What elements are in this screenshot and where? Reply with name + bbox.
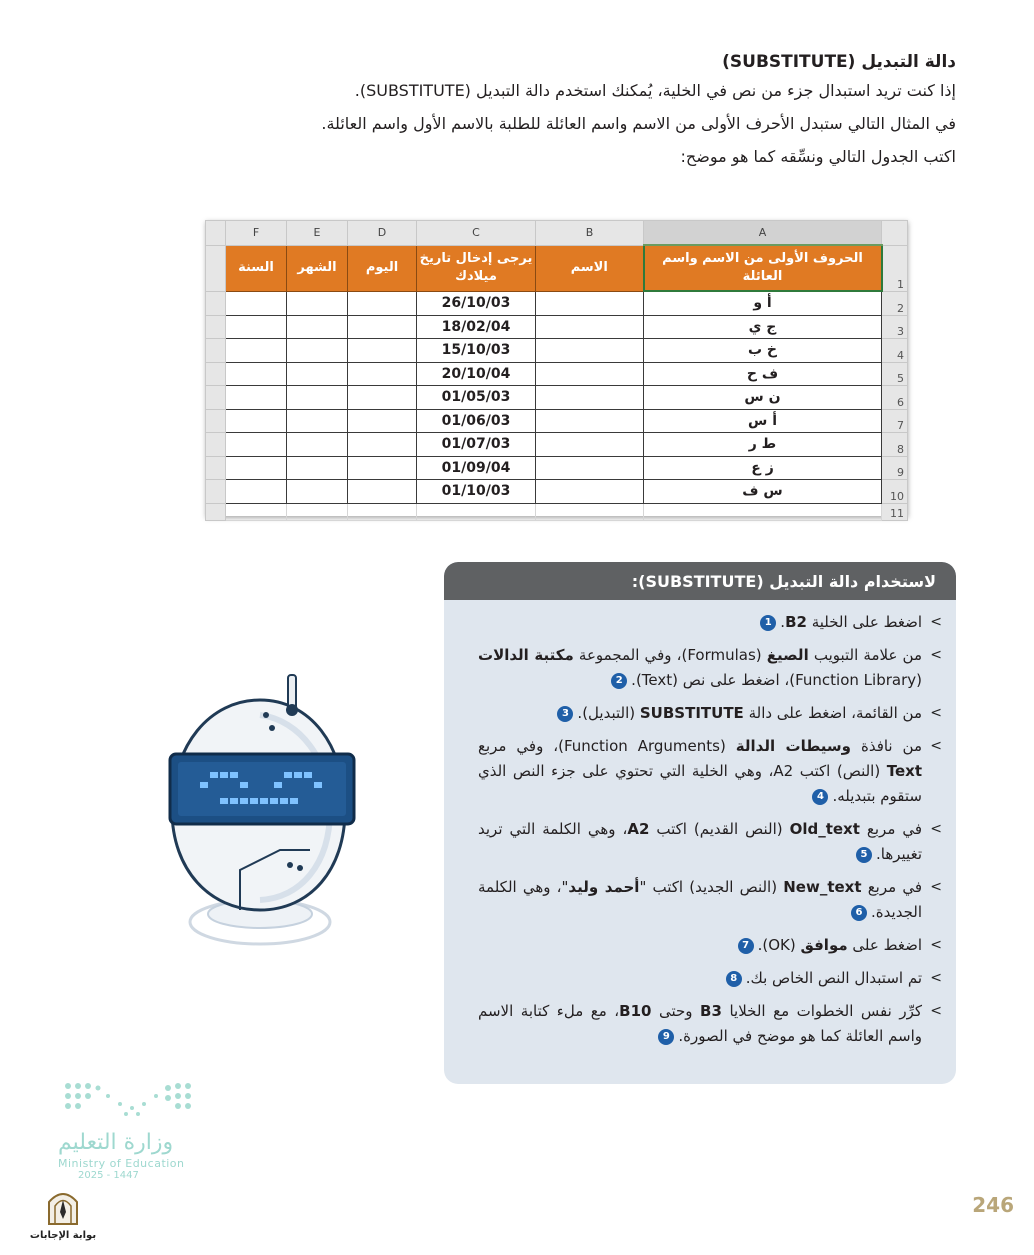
step-text: New_text	[783, 878, 862, 896]
steps-heading: لاستخدام دالة التبديل (SUBSTITUTE):	[444, 562, 956, 600]
empty-cell	[348, 503, 417, 520]
step-item	[478, 966, 922, 991]
step-text: من نافذة	[851, 737, 923, 755]
step-item	[478, 734, 922, 809]
cell-birthdate: 01/06/03	[417, 409, 536, 433]
table-row	[206, 480, 908, 504]
step-text: (النص الجديد) اكتب "	[639, 878, 784, 896]
row-number: 2	[882, 291, 908, 315]
row-number: 8	[882, 433, 908, 457]
step-text: (Function Library)، اضغط على نص (Text).	[631, 671, 922, 689]
cell-birthdate: 18/02/04	[417, 315, 536, 339]
step-text: ، وهي الكلمة التي تريد تغييرها.	[478, 820, 922, 863]
step-text: A2	[627, 820, 650, 838]
cell-name	[536, 362, 644, 386]
step-text: B3	[700, 1002, 722, 1020]
row-gutter	[206, 339, 226, 363]
step-text: الصيغ	[766, 646, 809, 664]
step-text: مكتبة الدالات	[478, 646, 574, 664]
step-item	[478, 817, 922, 867]
step-text: من القائمة، اضغط على دالة	[743, 704, 922, 722]
row-gutter	[206, 456, 226, 480]
table-row	[206, 291, 908, 315]
step-number-badge: 3	[557, 706, 573, 722]
cell-day	[348, 362, 417, 386]
step-text: وسيطات الدالة	[735, 737, 852, 755]
step-text: (Formulas)، وفي المجموعة	[573, 646, 767, 664]
row-gutter	[206, 480, 226, 504]
cell-month	[287, 480, 348, 504]
step-text: (التبديل).	[577, 704, 640, 722]
row-number: 4	[882, 339, 908, 363]
cell-day	[348, 291, 417, 315]
step-number-badge: 7	[738, 938, 754, 954]
cell-name	[536, 315, 644, 339]
sheet-corner	[206, 221, 226, 246]
cell-name	[536, 433, 644, 457]
step-text: وحتى	[651, 1002, 701, 1020]
dots-logo-icon	[60, 1078, 200, 1118]
ministry-logo	[58, 1078, 218, 1181]
step-text: اضغط على	[847, 936, 922, 954]
step-text: أحمد وليد	[568, 878, 640, 896]
cell-year	[226, 480, 287, 504]
cell-initials: ف ح	[644, 362, 882, 386]
step-number-badge: 6	[851, 905, 867, 921]
cell-year	[226, 362, 287, 386]
steps-panel	[444, 562, 956, 1084]
cell-day	[348, 315, 417, 339]
cell-year	[226, 409, 287, 433]
step-item	[478, 610, 922, 635]
column-header-a: A	[644, 221, 882, 246]
row-number: 11	[882, 503, 908, 520]
cell-day	[348, 456, 417, 480]
cell-name	[536, 456, 644, 480]
cell-birthdate: 01/05/03	[417, 386, 536, 410]
cell-initials: ج ي	[644, 315, 882, 339]
cell-birthdate: 01/09/04	[417, 456, 536, 480]
cell-name	[536, 386, 644, 410]
cell-year	[226, 386, 287, 410]
step-item	[478, 643, 922, 693]
cell-day	[348, 433, 417, 457]
cell-year	[226, 339, 287, 363]
cell-name	[536, 409, 644, 433]
row-gutter	[206, 362, 226, 386]
cell-initials: أ س	[644, 409, 882, 433]
header-year: السنة	[226, 245, 287, 291]
row-number: 7	[882, 409, 908, 433]
row-gutter	[206, 409, 226, 433]
cell-year	[226, 433, 287, 457]
step-text: ، مع ملء كتابة الاسم واسم العائلة كما هو موضح في الصورة.	[478, 1002, 922, 1045]
step-text: في مربع	[861, 878, 922, 896]
cell-month	[287, 291, 348, 315]
cell-year	[226, 291, 287, 315]
ministry-name-en: Ministry of Education	[58, 1157, 185, 1170]
column-header-c: C	[417, 221, 536, 246]
intro-paragraph-3: اكتب الجدول التالي ونسِّقه كما هو موضح:	[680, 147, 956, 166]
ministry-year: 2025 - 1447	[78, 1170, 139, 1181]
cell-initials: ط ر	[644, 433, 882, 457]
empty-cell	[417, 503, 536, 520]
step-text: موافق	[800, 936, 848, 954]
row-gutter	[206, 315, 226, 339]
step-text: (النص القديم) اكتب	[649, 820, 790, 838]
row-number: 10	[882, 480, 908, 504]
step-text: (OK).	[757, 936, 801, 954]
table-row	[206, 386, 908, 410]
column-header-e: E	[287, 221, 348, 246]
cell-year	[226, 456, 287, 480]
portal-label: بوابة الإجابات	[29, 1230, 97, 1241]
table-row	[206, 362, 908, 386]
step-number-badge: 5	[856, 847, 872, 863]
cell-month	[287, 315, 348, 339]
cell-initials: ز ع	[644, 456, 882, 480]
row-gutter	[206, 386, 226, 410]
portal-emblem-icon	[43, 1186, 83, 1226]
row-gutter	[206, 503, 226, 520]
step-item	[478, 701, 922, 726]
header-initials: الحروف الأولى من الاسم واسم العائلة	[644, 245, 882, 291]
header-month: الشهر	[287, 245, 348, 291]
table-row	[206, 456, 908, 480]
row-number: 3	[882, 315, 908, 339]
row-number: 6	[882, 386, 908, 410]
step-text: في مربع	[859, 820, 922, 838]
header-day: اليوم	[348, 245, 417, 291]
step-text: B10	[619, 1002, 652, 1020]
step-item	[478, 933, 922, 958]
cell-name	[536, 480, 644, 504]
cell-initials: س ف	[644, 480, 882, 504]
column-header-b: B	[536, 221, 644, 246]
step-text: (Function Arguments)، وفي مربع	[478, 737, 736, 755]
row-number: 9	[882, 456, 908, 480]
step-text: Text	[886, 762, 923, 780]
empty-cell	[226, 503, 287, 520]
empty-cell	[287, 503, 348, 520]
step-text: من علامة التبويب	[808, 646, 923, 664]
cell-month	[287, 409, 348, 433]
step-number-badge: 9	[658, 1029, 674, 1045]
cell-day	[348, 339, 417, 363]
robot-illustration	[160, 670, 360, 960]
step-number-badge: 2	[611, 673, 627, 689]
cell-day	[348, 409, 417, 433]
table-row	[206, 433, 908, 457]
cell-day	[348, 480, 417, 504]
step-text: (النص) اكتب A2، وهي الخلية التي تحتوي على جزء النص الذي ستقوم بتبديله.	[478, 762, 922, 805]
step-text: .	[780, 613, 786, 631]
cell-month	[287, 433, 348, 457]
cell-month	[287, 339, 348, 363]
row-gutter	[206, 245, 226, 291]
step-number-badge: 1	[760, 615, 776, 631]
intro-paragraph-1: إذا كنت تريد استبدال جزء من نص في الخلية، يُمكنك استخدم دالة التبديل (SUBSTITUTE).	[354, 81, 956, 100]
step-text: B2	[785, 613, 807, 631]
intro-section	[76, 52, 956, 178]
cell-initials: خ ب	[644, 339, 882, 363]
step-item	[478, 875, 922, 925]
cell-year	[226, 315, 287, 339]
step-text: اضغط على الخلية	[806, 613, 922, 631]
table-row	[206, 409, 908, 433]
step-item	[478, 999, 922, 1049]
page-number: 246	[972, 1193, 1014, 1217]
cell-month	[287, 362, 348, 386]
cell-month	[287, 456, 348, 480]
step-number-badge: 8	[726, 971, 742, 987]
step-text: "، وهي الكلمة الجديدة.	[478, 878, 922, 921]
cell-name	[536, 339, 644, 363]
cell-day	[348, 386, 417, 410]
empty-cell	[536, 503, 644, 520]
row-gutter	[206, 433, 226, 457]
spreadsheet-image	[205, 220, 907, 520]
cell-initials: أ و	[644, 291, 882, 315]
row-number: 1	[882, 245, 908, 291]
step-number-badge: 4	[812, 789, 828, 805]
table-row	[206, 339, 908, 363]
step-text: Old_text	[789, 820, 860, 838]
cell-birthdate: 26/10/03	[417, 291, 536, 315]
row-number: 5	[882, 362, 908, 386]
row-gutter	[206, 291, 226, 315]
table-row	[206, 315, 908, 339]
column-header-d: D	[348, 221, 417, 246]
intro-paragraph-2: في المثال التالي ستبدل الأحرف الأولى من الاسم واسم العائلة للطلبة بالاسم الأول واسم العائلة.	[321, 114, 956, 133]
header-birthdate: يرجى إدخال تاريخ ميلادك	[417, 245, 536, 291]
cell-birthdate: 01/10/03	[417, 480, 536, 504]
cell-birthdate: 20/10/04	[417, 362, 536, 386]
column-header-f: F	[226, 221, 287, 246]
step-text: كرِّر نفس الخطوات مع الخلايا	[721, 1002, 922, 1020]
cell-name	[536, 291, 644, 315]
cell-birthdate: 01/07/03	[417, 433, 536, 457]
empty-cell	[644, 503, 882, 520]
step-text: تم استبدال النص الخاص بك.	[745, 969, 922, 987]
answers-portal-logo	[28, 1186, 98, 1241]
cell-initials: ن س	[644, 386, 882, 410]
steps-list	[444, 600, 956, 1049]
ministry-name-ar: وزارة التعليم	[58, 1130, 174, 1155]
header-name: الاسم	[536, 245, 644, 291]
step-text: SUBSTITUTE	[639, 704, 744, 722]
cell-birthdate: 15/10/03	[417, 339, 536, 363]
sheet-corner-right	[882, 221, 908, 246]
cell-month	[287, 386, 348, 410]
section-title: دالة التبديل (SUBSTITUTE)	[722, 52, 956, 72]
